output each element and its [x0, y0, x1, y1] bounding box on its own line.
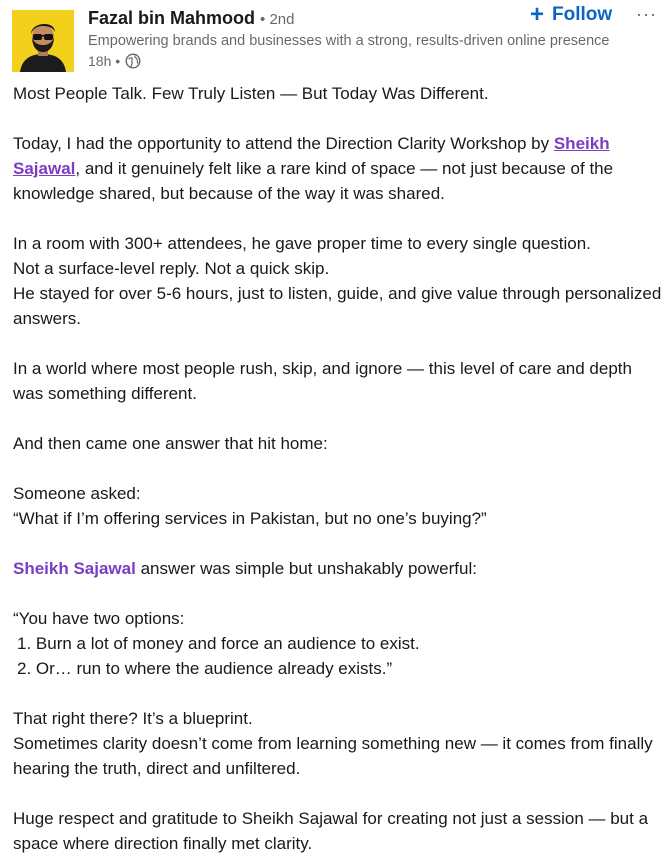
quote-line-1: “You have two options:: [13, 609, 185, 628]
paragraph-1-intro: Today, I had the opportunity to attend the Direction Clarity Workshop by: [13, 134, 554, 153]
follow-label: Follow: [552, 4, 613, 25]
quote-option-1: 1. Burn a lot of money and force an audience to exist.: [17, 634, 420, 653]
paragraph-8-line-2: Sometimes clarity doesn’t come from learning something new — it comes from finally hearing the truth, direct and unfiltered.: [13, 734, 653, 778]
follow-button[interactable]: [530, 1, 613, 28]
paragraph-8-line-1: That right there? It’s a blueprint.: [13, 709, 253, 728]
post-body: [13, 81, 663, 856]
paragraph-2-line-2: Not a surface-level reply. Not a quick skip.: [13, 259, 330, 278]
post-meta: [88, 53, 141, 69]
paragraph-6-rest: answer was simple but unshakably powerful:: [135, 559, 477, 578]
paragraph-5-line-2: “What if I’m offering services in Pakistan, but no one’s buying?”: [13, 509, 487, 528]
paragraph-3: In a world where most people rush, skip, and ignore — this level of care and depth was something different.: [13, 359, 632, 403]
mention-link[interactable]: Sheikh Sajawal: [13, 559, 136, 578]
post-header: [0, 0, 672, 80]
paragraph-9: Huge respect and gratitude to Sheikh Sajawal for creating not just a session — but a space where direction finally met clarity.: [13, 809, 649, 853]
plus-icon: +: [530, 1, 545, 28]
avatar-portrait: [12, 10, 74, 72]
paragraph-6: [13, 556, 663, 581]
more-icon[interactable]: ···: [636, 4, 657, 24]
paragraph-5-line-1: Someone asked:: [13, 484, 141, 503]
quote-option-2: 2. Or… run to where the audience already exists.”: [17, 659, 393, 678]
post-time: 18h •: [88, 53, 121, 69]
paragraph-1-rest: , and it genuinely felt like a rare kind of space — not just because of the knowledge shared, but because of the way it was shared.: [13, 159, 614, 203]
author-name[interactable]: Fazal bin Mahmood: [88, 8, 256, 28]
author-name-row[interactable]: [88, 8, 294, 29]
paragraph-1: [13, 131, 663, 206]
avatar[interactable]: [12, 10, 74, 72]
paragraph-2-line-1: In a room with 300+ attendees, he gave proper time to every single question.: [13, 234, 591, 253]
connection-degree: • 2nd: [260, 11, 295, 28]
post-title: Most People Talk. Few Truly Listen — But Today Was Different.: [13, 84, 489, 103]
paragraph-4: And then came one answer that hit home:: [13, 434, 328, 453]
author-headline: Empowering brands and businesses with a strong, results-driven online presence: [88, 33, 610, 49]
paragraph-2-line-3: He stayed for over 5-6 hours, just to listen, guide, and give value through personalized answers.: [13, 284, 662, 328]
mention-link[interactable]: Sheikh Sajawal: [13, 134, 610, 178]
globe-icon: [125, 53, 141, 69]
